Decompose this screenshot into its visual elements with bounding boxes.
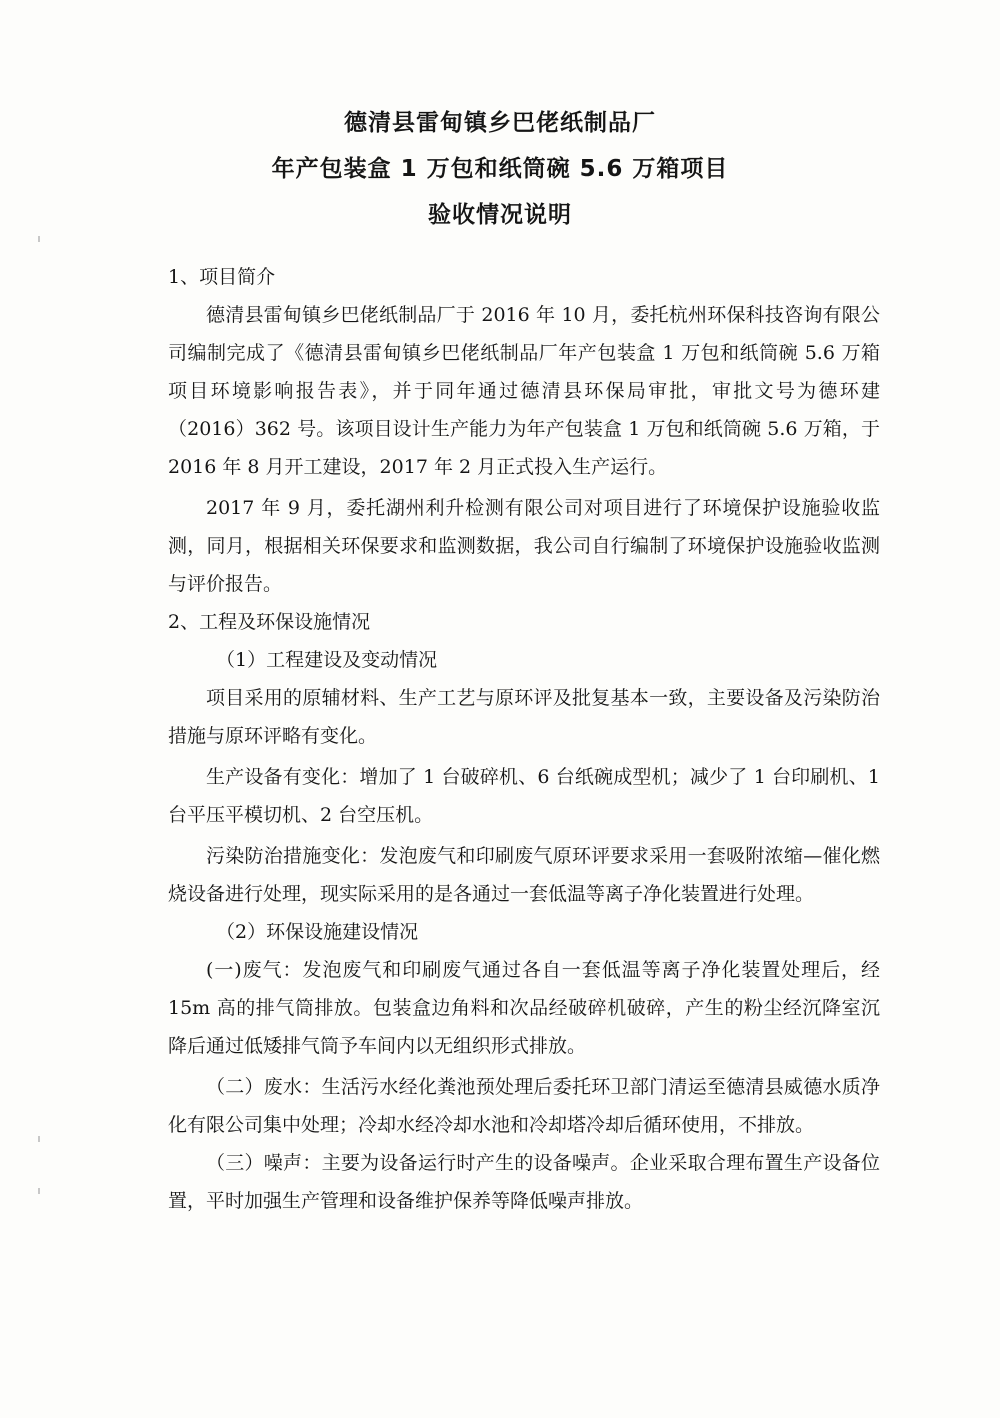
section-2-paragraph-3: 污染防治措施变化：发泡废气和印刷废气原环评要求采用一套吸附浓缩—催化燃烧设备进行处理，现实际采用的是各通过一套低温等离子净化装置进行处理。 xyxy=(168,845,880,905)
section-1-heading: 1、项目简介 xyxy=(168,266,276,288)
section-2-paragraph-4: (一)废气：发泡废气和印刷废气通过各自一套低温等离子净化装置处理后，经 15m 高的排气筒排放。包装盒边角料和次品经破碎机破碎，产生的粉尘经沉降室沉降后通过低矮排气筒予车间内以无组织形式排放。 xyxy=(168,959,880,1057)
section-2-subheading-1: （1）工程建设及变动情况 xyxy=(216,649,438,671)
section-1-paragraph-1: 德清县雷甸镇乡巴佬纸制品厂于 2016 年 10 月，委托杭州环保科技咨询有限公司编制完成了《德清县雷甸镇乡巴佬纸制品厂年产包装盒 1 万包和纸筒碗 5.6 万箱项目环境影响报告表》，并于同年通过德清县环保局审批，审批文号为德环建（2016）362 号。该项目设计生产能力为年产包装盒 1 万包和纸筒碗 5.6 万箱，于 2016 年 8 月开工建设，2017 年 2 月正式投入生产运行。 xyxy=(168,304,880,478)
section-2-heading: 2、工程及环保设施情况 xyxy=(168,611,371,633)
section-2-paragraph-1: 项目采用的原辅材料、生产工艺与原环评及批复基本一致，主要设备及污染防治措施与原环评略有变化。 xyxy=(168,687,880,747)
document-title-line-3: 验收情况说明 xyxy=(428,202,572,228)
section-1-paragraph-2: 2017 年 9 月，委托湖州利升检测有限公司对项目进行了环境保护设施验收监测，同月，根据相关环保要求和监测数据，我公司自行编制了环境保护设施验收监测与评价报告。 xyxy=(168,497,880,595)
section-2-paragraph-6: （三）噪声：主要为设备运行时产生的设备噪声。企业采取合理布置生产设备位置，平时加强生产管理和设备维护保养等降低噪声排放。 xyxy=(168,1152,880,1212)
document-body xyxy=(168,258,880,1220)
scan-edge-mark xyxy=(38,1136,40,1142)
document-title-line-2: 年产包装盒 1 万包和纸筒碗 5.6 万箱项目 xyxy=(271,156,729,182)
document-title-line-1: 德清县雷甸镇乡巴佬纸制品厂 xyxy=(344,110,656,136)
section-2-paragraph-5: （二）废水：生活污水经化粪池预处理后委托环卫部门清运至德清县威德水质净化有限公司集中处理；冷却水经冷却水池和冷却塔冷却后循环使用，不排放。 xyxy=(168,1076,880,1136)
document-title-block xyxy=(0,100,1000,238)
section-2-paragraph-2: 生产设备有变化：增加了 1 台破碎机、6 台纸碗成型机；减少了 1 台印刷机、1 台平压平模切机、2 台空压机。 xyxy=(168,766,880,826)
section-2-subheading-2: （2）环保设施建设情况 xyxy=(216,921,419,943)
scan-edge-mark xyxy=(38,1188,40,1194)
